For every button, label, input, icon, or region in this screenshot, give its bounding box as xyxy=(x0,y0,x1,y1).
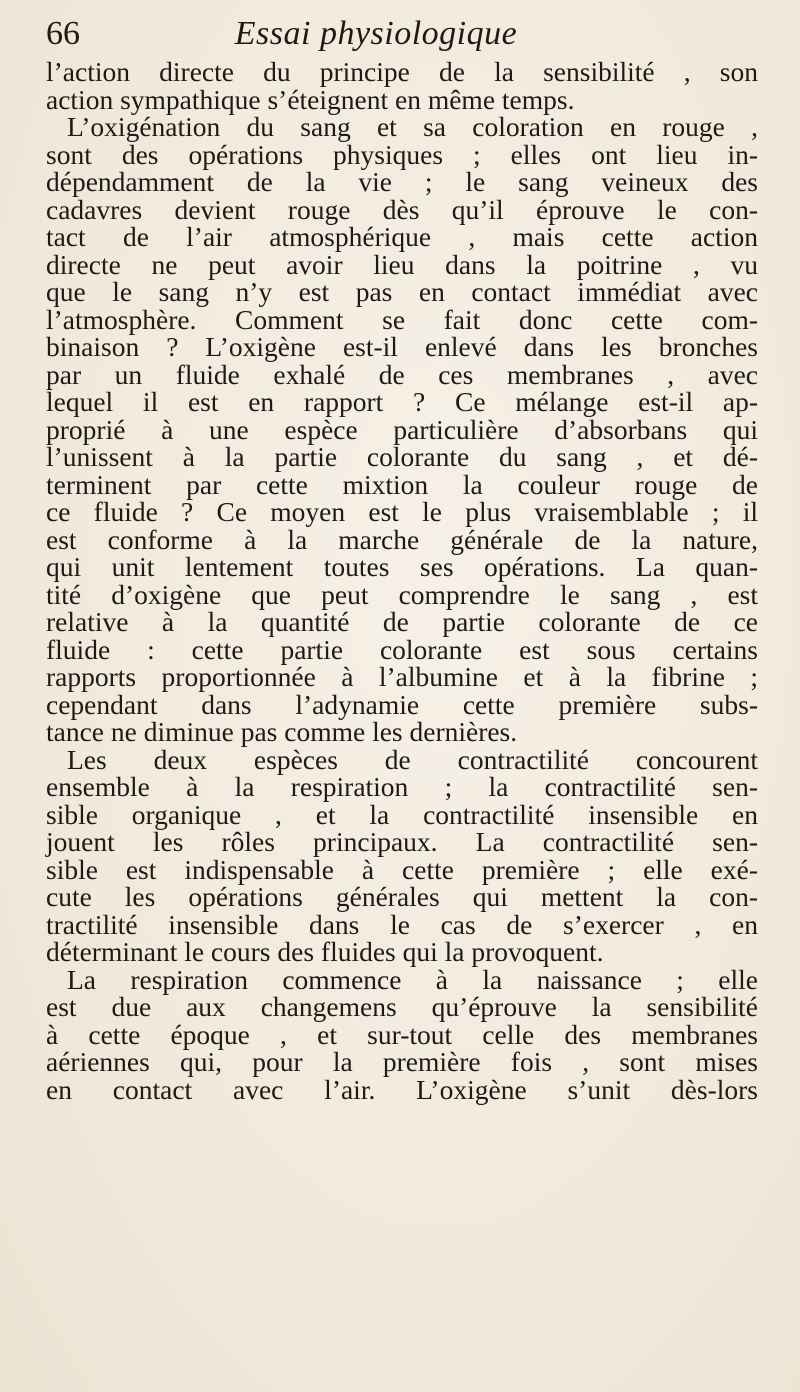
text-line: l’atmosphère. Comment se fait donc cette com- xyxy=(46,303,758,335)
text-line: sible organique , et la contractilité insensible en xyxy=(46,798,758,830)
text-line: cadavres devient rouge dès qu’il éprouve le con- xyxy=(46,193,758,225)
text-line: tractilité insensible dans le cas de s’exercer , en xyxy=(46,908,758,940)
text-line: est conforme à la marche générale de la nature, xyxy=(46,523,758,555)
text-line: proprié à une espèce particulière d’absorbans qui xyxy=(46,413,758,445)
text-line: l’action directe du principe de la sensibilité , son xyxy=(46,56,758,87)
text-line: dépendamment de la vie ; le sang veineux des xyxy=(46,166,758,197)
text-line: déterminant le cours des fluides qui la provoquent. xyxy=(46,936,604,967)
body-text xyxy=(46,58,758,1103)
text-line: rapports proportionnée à l’albumine et à la fibrine ; xyxy=(46,661,758,692)
text-line: l’unissent à la partie colorante du sang , et dé- xyxy=(46,441,758,472)
text-line: à cette époque , et sur-tout celle des membranes xyxy=(46,1018,758,1050)
text-line: aériennes qui, pour la première fois , sont mises xyxy=(46,1046,758,1077)
running-title: Essai physiologique xyxy=(234,15,518,52)
text-line: Les deux espèces de contractilité concourent xyxy=(67,743,758,775)
text-line: tance ne diminue pas comme les dernières. xyxy=(46,716,518,747)
text-line: que le sang n’y est pas en contact immédiat avec xyxy=(46,276,758,307)
text-line: jouent les rôles principaux. La contractilité sen- xyxy=(46,826,758,857)
text-line: lequel il est en rapport ? Ce mélange est-il ap- xyxy=(46,386,758,417)
text-line: sont des opérations physiques ; elles ont lieu in- xyxy=(46,138,758,170)
text-line: action sympathique s’éteignent en même temps. xyxy=(46,83,575,115)
text-line: cependant dans l’adynamie cette première subs- xyxy=(46,688,758,720)
text-line: ensemble à la respiration ; la contractilité sen- xyxy=(46,771,758,802)
text-line: qui unit lentement toutes ses opérations. La quan- xyxy=(46,551,758,582)
text-line: en contact avec l’air. L’oxigène s’unit dès-lors xyxy=(46,1073,758,1105)
text-line: tité d’oxigène que peut comprendre le sang , est xyxy=(46,578,758,610)
text-line: par un fluide exhalé de ces membranes , avec xyxy=(46,358,758,390)
text-line: ce fluide ? Ce moyen est le plus vraisemblable ; il xyxy=(46,496,758,527)
text-line: directe ne peut avoir lieu dans la poitrine , vu xyxy=(46,248,758,280)
page-header xyxy=(46,14,746,54)
page-number: 66 xyxy=(46,15,80,52)
text-line: cute les opérations générales qui mettent la con- xyxy=(46,881,758,912)
text-line: fluide : cette partie colorante est sous certains xyxy=(46,633,758,665)
text-line: La respiration commence à la naissance ; elle xyxy=(67,963,758,995)
text-line: L’oxigénation du sang et sa coloration en rouge , xyxy=(67,111,758,142)
text-line: terminent par cette mixtion la couleur rouge de xyxy=(46,468,758,500)
text-line: est due aux changemens qu’éprouve la sensibilité xyxy=(46,991,758,1022)
text-line: sible est indispensable à cette première ; elle exé- xyxy=(46,853,758,885)
text-line: tact de l’air atmosphérique , mais cette action xyxy=(46,221,758,252)
text-line: binaison ? L’oxigène est-il enlevé dans les bronches xyxy=(46,331,758,362)
text-line: relative à la quantité de partie colorante de ce xyxy=(46,606,758,637)
